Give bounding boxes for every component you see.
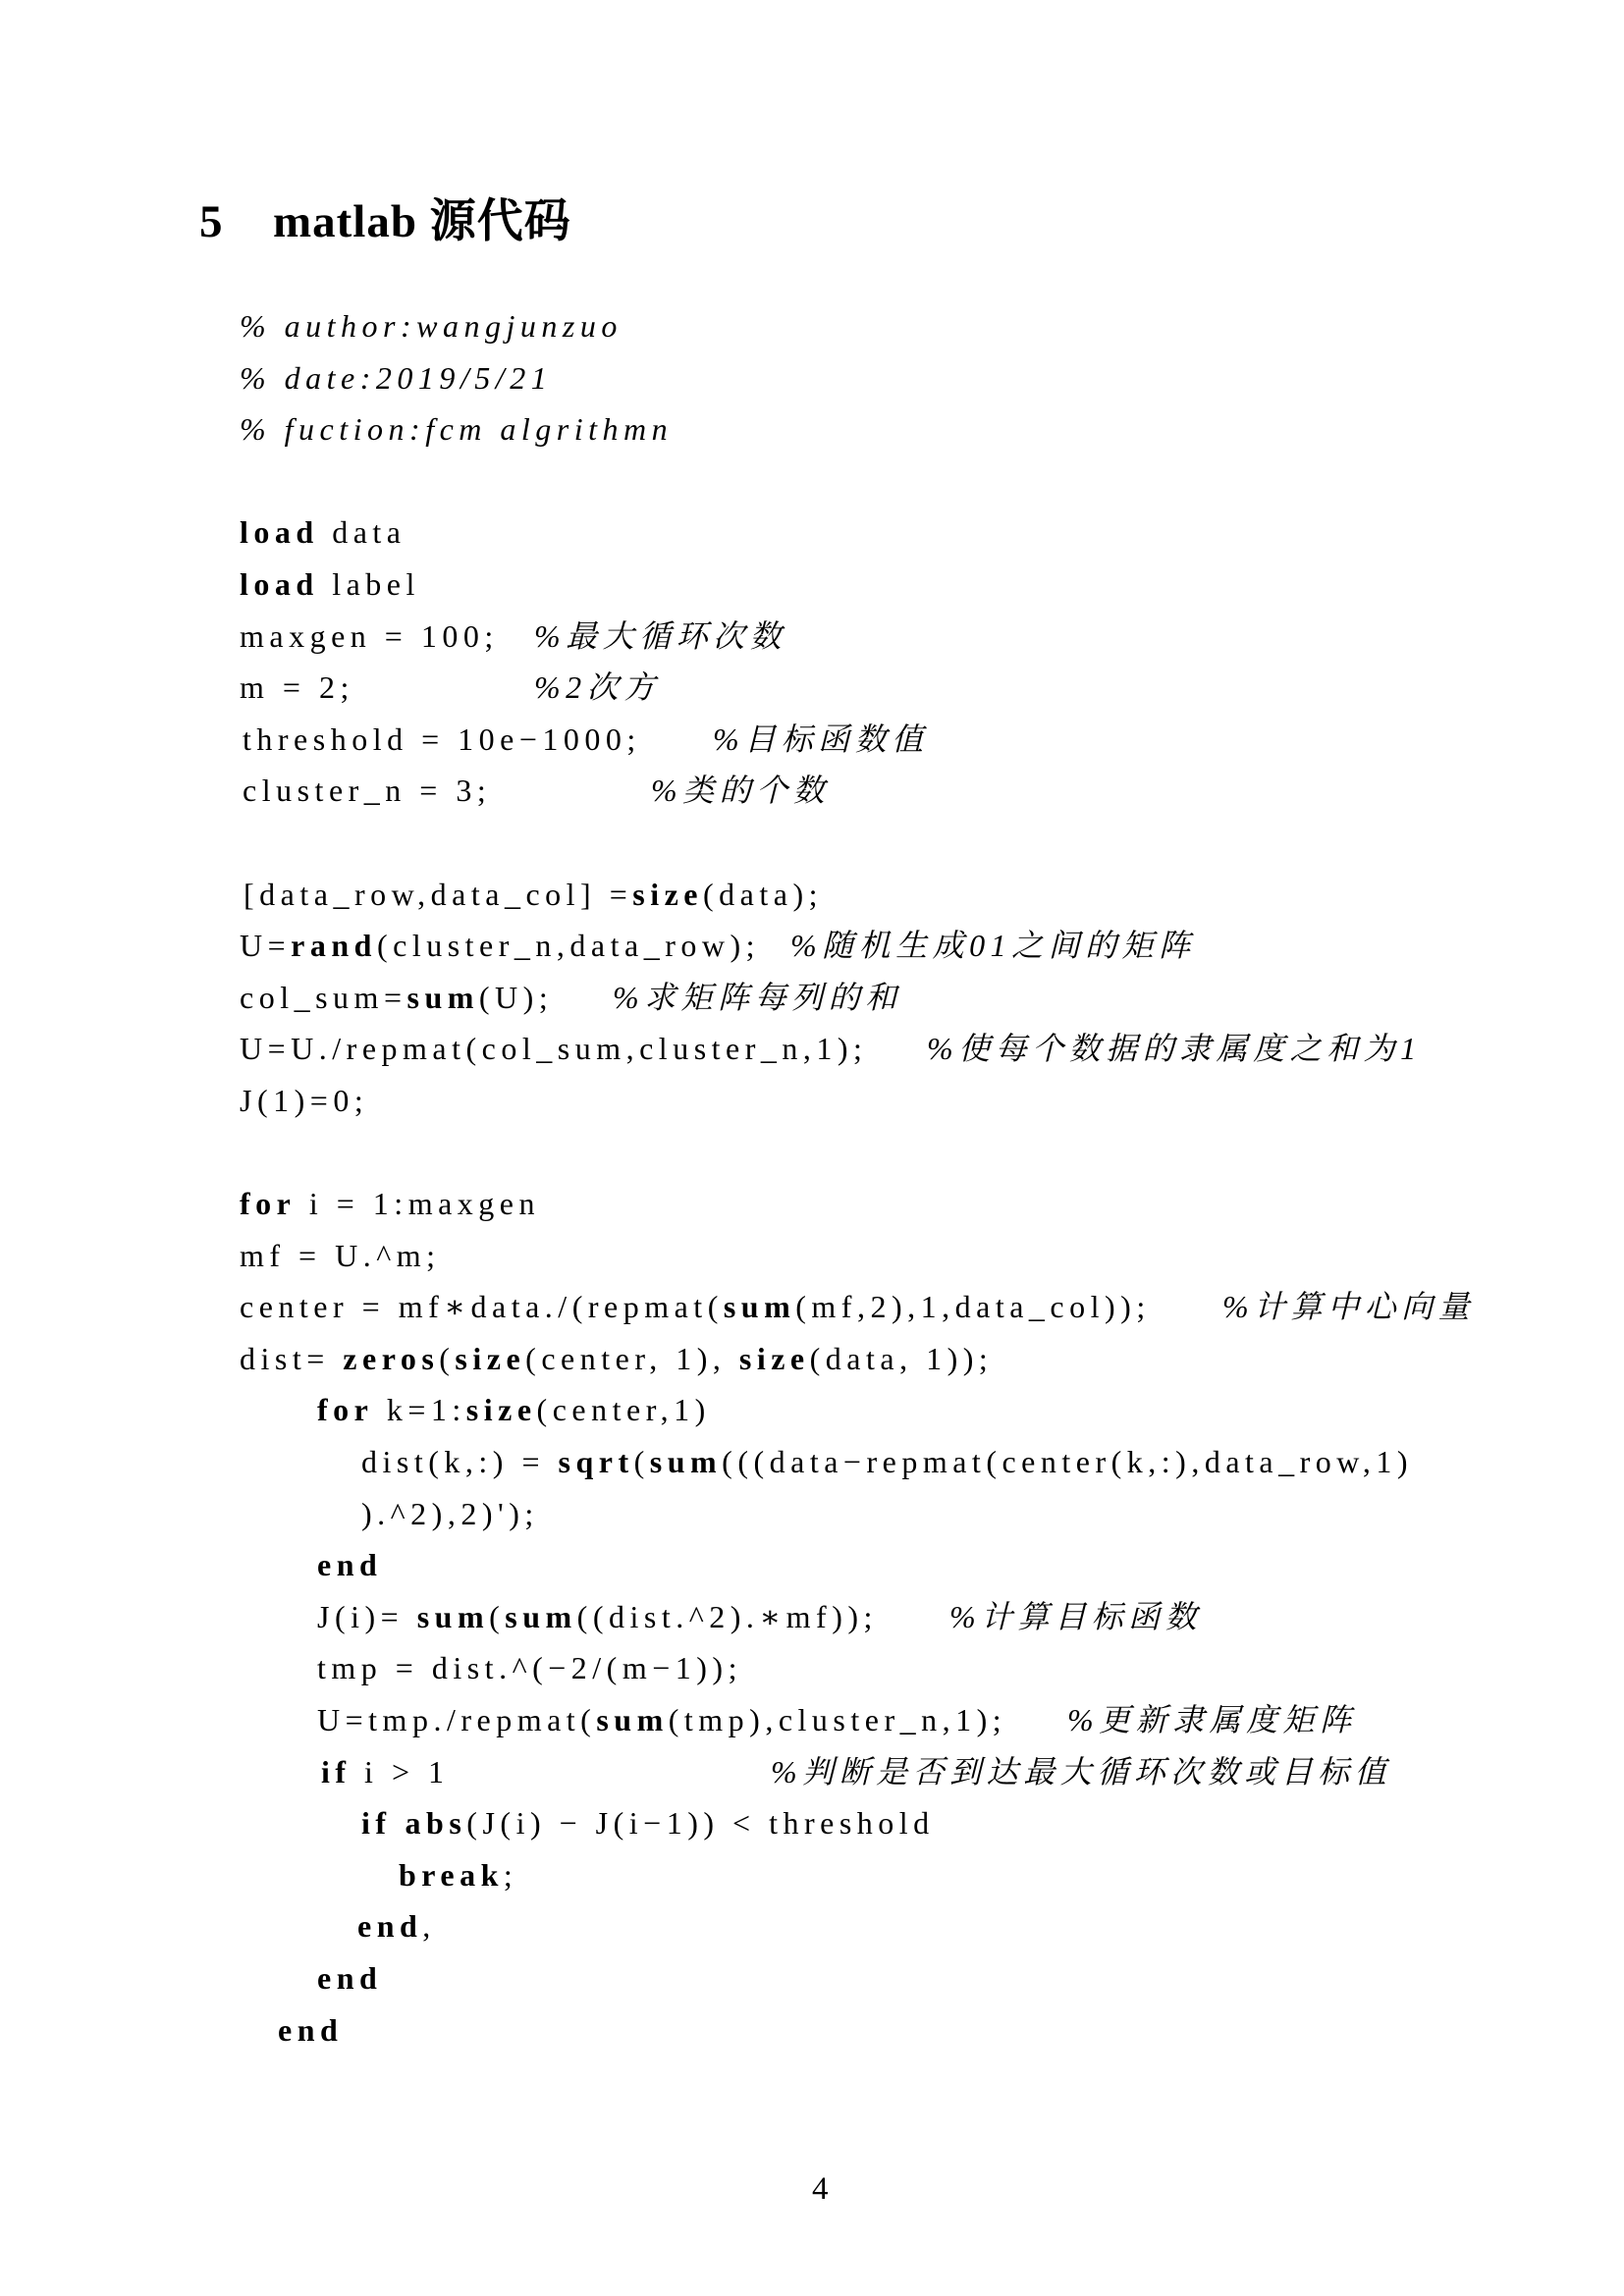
- code-listing: [240, 300, 1575, 2056]
- code-comment: %类的个数: [651, 773, 831, 809]
- code-text: mf = U.^m;: [240, 1237, 441, 1273]
- code-keyword: sum: [649, 1444, 723, 1480]
- code-text: U=tmp./repmat(: [317, 1702, 597, 1738]
- code-line: [240, 1694, 1575, 1746]
- code-comment: %计算目标函数: [949, 1598, 1203, 1634]
- code-text: (data, 1));: [809, 1340, 994, 1376]
- code-line: [240, 1075, 1575, 1127]
- code-text: label: [318, 565, 420, 602]
- code-text: J(i)=: [317, 1598, 417, 1634]
- code-line: [240, 1281, 1575, 1333]
- code-keyword: load: [240, 514, 319, 551]
- code-text: ).^2),2)');: [361, 1495, 539, 1531]
- code-text: dist(k,:) =: [361, 1444, 559, 1480]
- code-keyword: sum: [723, 1289, 796, 1325]
- code-line: [240, 765, 1575, 817]
- code-line: [240, 869, 1575, 921]
- code-text: i = 1:maxgen: [296, 1186, 540, 1222]
- code-line: [240, 972, 1575, 1024]
- code-keyword: if: [361, 1805, 392, 1842]
- code-line: [240, 662, 1575, 714]
- code-text: ,: [422, 1908, 436, 1945]
- code-text: col_sum=: [240, 979, 407, 1015]
- code-comment: %计算中心向量: [1222, 1289, 1476, 1325]
- code-keyword: zeros: [343, 1340, 440, 1376]
- code-text: dist=: [240, 1340, 344, 1376]
- code-text: (: [439, 1340, 456, 1376]
- code-line: [240, 1642, 1575, 1694]
- code-line: [240, 1797, 1575, 1849]
- code-line: [240, 403, 1575, 455]
- code-text: ;: [503, 1856, 518, 1893]
- blank-line: [240, 455, 1575, 507]
- code-line: [240, 1384, 1575, 1436]
- code-keyword: if: [321, 1753, 352, 1789]
- code-text: ((dist.^2).∗mf));: [576, 1598, 878, 1634]
- code-text: cluster_n = 3;: [243, 773, 492, 809]
- code-line: [240, 611, 1575, 663]
- code-line: [240, 1849, 1575, 1901]
- code-comment: %2次方: [534, 669, 661, 706]
- code-line: [240, 559, 1575, 611]
- code-keyword: sum: [596, 1702, 669, 1738]
- code-line: [240, 1436, 1575, 1488]
- code-keyword: end: [317, 1547, 383, 1583]
- code-line: [240, 1488, 1575, 1540]
- code-text: (mf,2),1,data_col));: [795, 1289, 1151, 1325]
- code-text: (tmp),cluster_n,1);: [668, 1702, 1007, 1738]
- code-text: m = 2;: [240, 669, 354, 706]
- code-text: (: [489, 1598, 506, 1634]
- code-keyword: rand: [291, 928, 377, 964]
- code-text: maxgen = 100;: [240, 617, 499, 654]
- code-comment: %最大循环次数: [534, 617, 787, 654]
- section-title: matlab 源代码: [273, 196, 571, 247]
- code-line: [240, 1333, 1575, 1385]
- code-text: U=U./repmat(col_sum,cluster_n,1);: [240, 1031, 868, 1067]
- code-text: i > 1: [351, 1753, 450, 1789]
- code-comment: % author:wangjunzuo: [240, 308, 623, 344]
- blank-line: [240, 817, 1575, 869]
- code-keyword: sum: [416, 1598, 490, 1634]
- code-keyword: abs: [405, 1805, 467, 1842]
- code-keyword: size: [465, 1392, 537, 1428]
- code-keyword: for: [317, 1392, 374, 1428]
- code-keyword: size: [632, 876, 703, 912]
- code-line: [240, 1178, 1575, 1230]
- code-line: [240, 300, 1575, 352]
- code-comment: %更新隶属度矩阵: [1067, 1702, 1357, 1738]
- code-text: (data);: [702, 876, 823, 912]
- code-keyword: end: [278, 2011, 344, 2048]
- code-line: [240, 507, 1575, 559]
- code-text: data: [318, 514, 406, 551]
- code-keyword: end: [357, 1908, 423, 1945]
- code-keyword: sum: [406, 979, 479, 1015]
- code-text: (center, 1),: [525, 1340, 739, 1376]
- code-keyword: break: [399, 1856, 504, 1893]
- code-text: (: [633, 1444, 650, 1480]
- page-number: 4: [812, 2171, 829, 2207]
- code-line: [240, 1591, 1575, 1643]
- code-comment: % fuction:fcm algrithmn: [240, 411, 674, 448]
- code-text: U=: [240, 928, 292, 964]
- code-comment: %求矩阵每列的和: [613, 979, 902, 1015]
- code-line: [240, 2004, 1575, 2056]
- code-text: [data_row,data_col] =: [244, 876, 633, 912]
- code-text: (U);: [478, 979, 554, 1015]
- code-line: [240, 1746, 1575, 1798]
- code-keyword: sqrt: [558, 1444, 634, 1480]
- code-keyword: size: [738, 1340, 810, 1376]
- code-line: [240, 714, 1575, 766]
- code-keyword: end: [317, 1960, 383, 1996]
- code-line: [240, 1900, 1575, 1952]
- code-keyword: for: [240, 1186, 297, 1222]
- code-keyword: load: [240, 565, 319, 602]
- code-text: threshold = 10e−1000;: [243, 721, 641, 757]
- code-text: tmp = dist.^(−2/(m−1));: [317, 1650, 742, 1686]
- code-comment: %目标函数值: [713, 721, 929, 757]
- code-text: (J(i) − J(i−1)) < threshold: [466, 1805, 935, 1842]
- code-text: (cluster_n,data_row);: [376, 928, 761, 964]
- code-comment: %使每个数据的隶属度之和为1: [927, 1031, 1422, 1067]
- code-line: [240, 1539, 1575, 1591]
- code-text: k=1:: [373, 1392, 466, 1428]
- section-number: 5: [199, 196, 223, 247]
- code-comment: %随机生成01之间的矩阵: [790, 928, 1196, 964]
- code-text: (center,1): [536, 1392, 711, 1428]
- code-line: [240, 1952, 1575, 2004]
- code-comment: % date:2019/5/21: [240, 359, 553, 396]
- code-comment: %判断是否到达最大循环次数或目标值: [771, 1753, 1392, 1789]
- code-keyword: size: [455, 1340, 526, 1376]
- blank-line: [240, 1127, 1575, 1179]
- code-line: [240, 1230, 1575, 1282]
- code-line: [240, 352, 1575, 404]
- code-text: center = mf∗data./(repmat(: [240, 1289, 724, 1325]
- code-keyword: sum: [505, 1598, 577, 1634]
- code-text: J(1)=0;: [240, 1082, 369, 1118]
- code-line: [240, 1023, 1575, 1075]
- code-text: (((data−repmat(center(k,:),data_row,1): [722, 1444, 1413, 1480]
- code-line: [240, 920, 1575, 972]
